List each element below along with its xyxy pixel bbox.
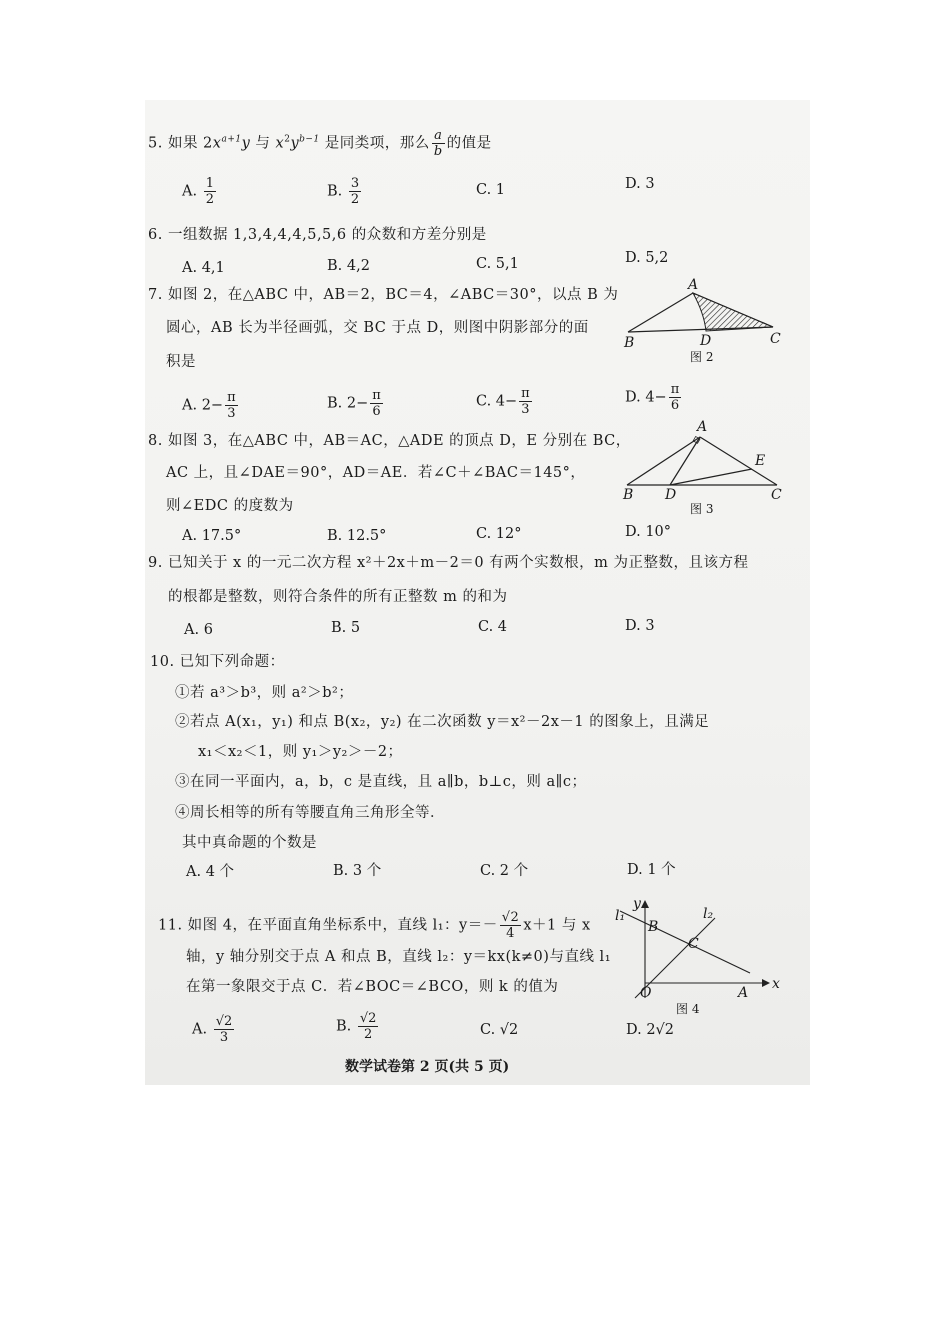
q11-line3: 在第一象限交于点 C．若∠BOC＝∠BCO，则 k 的值为: [186, 979, 559, 995]
q8-option-d[interactable]: D. 10°: [625, 524, 672, 540]
label-e: E: [755, 453, 766, 469]
line-l1: [620, 911, 750, 973]
side-ab: [627, 437, 700, 485]
label-b: B: [623, 487, 634, 503]
figure-2: [618, 275, 788, 370]
q10-prop4: ④周长相等的所有等腰直角三角形全等．: [175, 805, 445, 821]
page-footer: 数学试卷第 2 页(共 5 页): [345, 1059, 510, 1075]
label-c: C: [688, 936, 699, 952]
label-l2: l₂: [703, 906, 714, 922]
segment-ad: [670, 437, 700, 485]
q9-option-a[interactable]: A. 6: [184, 622, 213, 638]
q5-number: 5.: [148, 135, 163, 152]
segment-de: [670, 469, 752, 485]
q7-option-a[interactable]: A. 2− $\frac{\pi}{3}$: [182, 390, 236, 421]
q8-line1: 8. 如图 3，在△ABC 中，AB＝AC，△ADE 的顶点 D，E 分别在 BC，: [148, 433, 631, 449]
side-ab: [628, 293, 693, 332]
q11-option-c[interactable]: C. √2: [480, 1022, 519, 1038]
q9-line2: 的根都是整数，则符合条件的所有正整数 m 的和为: [168, 589, 508, 605]
label-y: y: [633, 896, 641, 912]
q11-option-a[interactable]: A. $\frac{√2}{3}$: [192, 1014, 233, 1045]
q10-option-c[interactable]: C. 2 个: [480, 863, 529, 879]
figure-3: [615, 415, 790, 520]
q5-option-c[interactable]: C. 1: [476, 182, 506, 198]
y-axis-arrow: [641, 900, 649, 908]
label-a: A: [688, 277, 699, 293]
side-ac: [700, 437, 777, 485]
q5-exp1: a+1: [221, 134, 242, 145]
q10-prop1: ①若 a³＞b³，则 a²＞b²；: [175, 685, 354, 701]
q6-option-a[interactable]: A. 4,1: [182, 260, 225, 276]
q8-option-c[interactable]: C. 12°: [476, 526, 522, 542]
q7-line1: 7. 如图 2，在△ABC 中，AB＝2，BC＝4，∠ABC＝30°，以点 B 为: [148, 287, 619, 303]
label-b: B: [648, 919, 659, 935]
q5-var-x: x: [212, 135, 222, 152]
label-o: O: [640, 985, 652, 1001]
label-d: D: [665, 487, 677, 503]
q7-line2: 圆心，AB 长为半径画弧，交 BC 于点 D，则图中阴影部分的面: [166, 320, 589, 336]
q5-option-d[interactable]: D. 3: [625, 176, 655, 192]
q10-option-b[interactable]: B. 3 个: [333, 863, 382, 879]
q7-option-d[interactable]: D. 4− $\frac{\pi}{6}$: [625, 382, 680, 413]
q5-fraction: $\frac{a}{b}$: [433, 128, 443, 159]
q5-text-a: 如果 2: [167, 135, 213, 152]
q8-option-a[interactable]: A. 17.5°: [182, 528, 242, 544]
q10-prop2: ②若点 A(x₁，y₁) 和点 B(x₂，y₂) 在二次函数 y＝x²－2x－1 的图象上，且满足: [175, 714, 710, 730]
figure-4-caption: 图 4: [676, 1002, 700, 1016]
q10-ask: 其中真命题的个数是: [182, 835, 317, 851]
q5-text-b: 与: [250, 135, 276, 152]
q5-stem: 5. 如果 $2x^{a+1}y$ 与 $x^2y^{b-1}$ 是同类项，那么 $\frac{a}{b}$ 的值是: [148, 128, 492, 159]
q6-option-b[interactable]: B. 4,2: [327, 258, 370, 274]
q9-option-b[interactable]: B. 5: [331, 620, 361, 636]
label-d: D: [700, 333, 712, 349]
label-x: x: [772, 976, 780, 992]
q7-line3: 积是: [166, 354, 196, 370]
q6-option-d[interactable]: D. 5,2: [625, 250, 669, 266]
q5-exp2: 2: [284, 134, 291, 145]
label-a: A: [738, 985, 749, 1001]
q5-text-c: 是同类项，那么: [319, 135, 430, 152]
q5-option-b[interactable]: B. $\frac{3}{2}$: [327, 176, 360, 207]
q5-var-y: y: [241, 135, 251, 152]
side-bc: [628, 327, 773, 332]
q10-option-a[interactable]: A. 4 个: [186, 864, 235, 880]
q8-line2: AC 上，且∠DAE＝90°，AD＝AE．若∠C＋∠BAC＝145°，: [166, 465, 586, 481]
label-c: C: [770, 331, 781, 347]
figure-2-caption: 图 2: [690, 350, 714, 364]
q9-line1: 9. 已知关于 x 的一元二次方程 x²＋2x＋m－2＝0 有两个实数根，m 为正整数，且该方程: [148, 555, 749, 571]
figure-3-caption: 图 3: [690, 502, 714, 516]
label-l1: l₁: [615, 908, 626, 924]
q7-option-c[interactable]: C. 4− $\frac{\pi}{3}$: [476, 386, 530, 417]
q7-option-b[interactable]: B. 2− $\frac{\pi}{6}$: [327, 388, 381, 419]
q5-exp3: b−1: [299, 134, 320, 145]
q10-line1: 10. 已知下列命题：: [150, 654, 285, 670]
q11-line1: 11. 如图 4，在平面直角坐标系中，直线 l₁：y＝－ $\frac{√2}{4}$ x＋1 与 x: [158, 910, 591, 941]
q5-text-d: 的值是: [446, 135, 492, 152]
q6-option-c[interactable]: C. 5,1: [476, 256, 519, 272]
q10-prop3: ③在同一平面内，a，b，c 是直线，且 a∥b，b⊥c，则 a∥c；: [175, 774, 587, 790]
q10-prop2-cont: x₁＜x₂＜1，则 y₁＞y₂＞－2；: [198, 744, 403, 760]
q10-option-d[interactable]: D. 1 个: [627, 862, 676, 878]
label-c: C: [771, 487, 782, 503]
x-axis-arrow: [762, 979, 770, 987]
q9-option-c[interactable]: C. 4: [478, 619, 508, 635]
q11-option-d[interactable]: D. 2√2: [626, 1022, 675, 1038]
figure-4: [610, 893, 785, 1023]
q9-option-d[interactable]: D. 3: [625, 618, 655, 634]
q6-stem: 6. 一组数据 1,3,4,4,4,5,5,6 的众数和方差分别是: [148, 227, 487, 243]
q8-line3: 则∠EDC 的度数为: [166, 498, 294, 514]
q11-option-b[interactable]: B. $\frac{√2}{2}$: [336, 1011, 377, 1042]
label-b: B: [624, 335, 635, 351]
label-a: A: [697, 419, 708, 435]
q11-line2: 轴，y 轴分别交于点 A 和点 B，直线 l₂：y＝kx(k≠0)与直线 l₁: [186, 949, 612, 965]
q5-option-a[interactable]: A. $\frac{1}{2}$: [182, 176, 214, 207]
q8-option-b[interactable]: B. 12.5°: [327, 528, 387, 544]
